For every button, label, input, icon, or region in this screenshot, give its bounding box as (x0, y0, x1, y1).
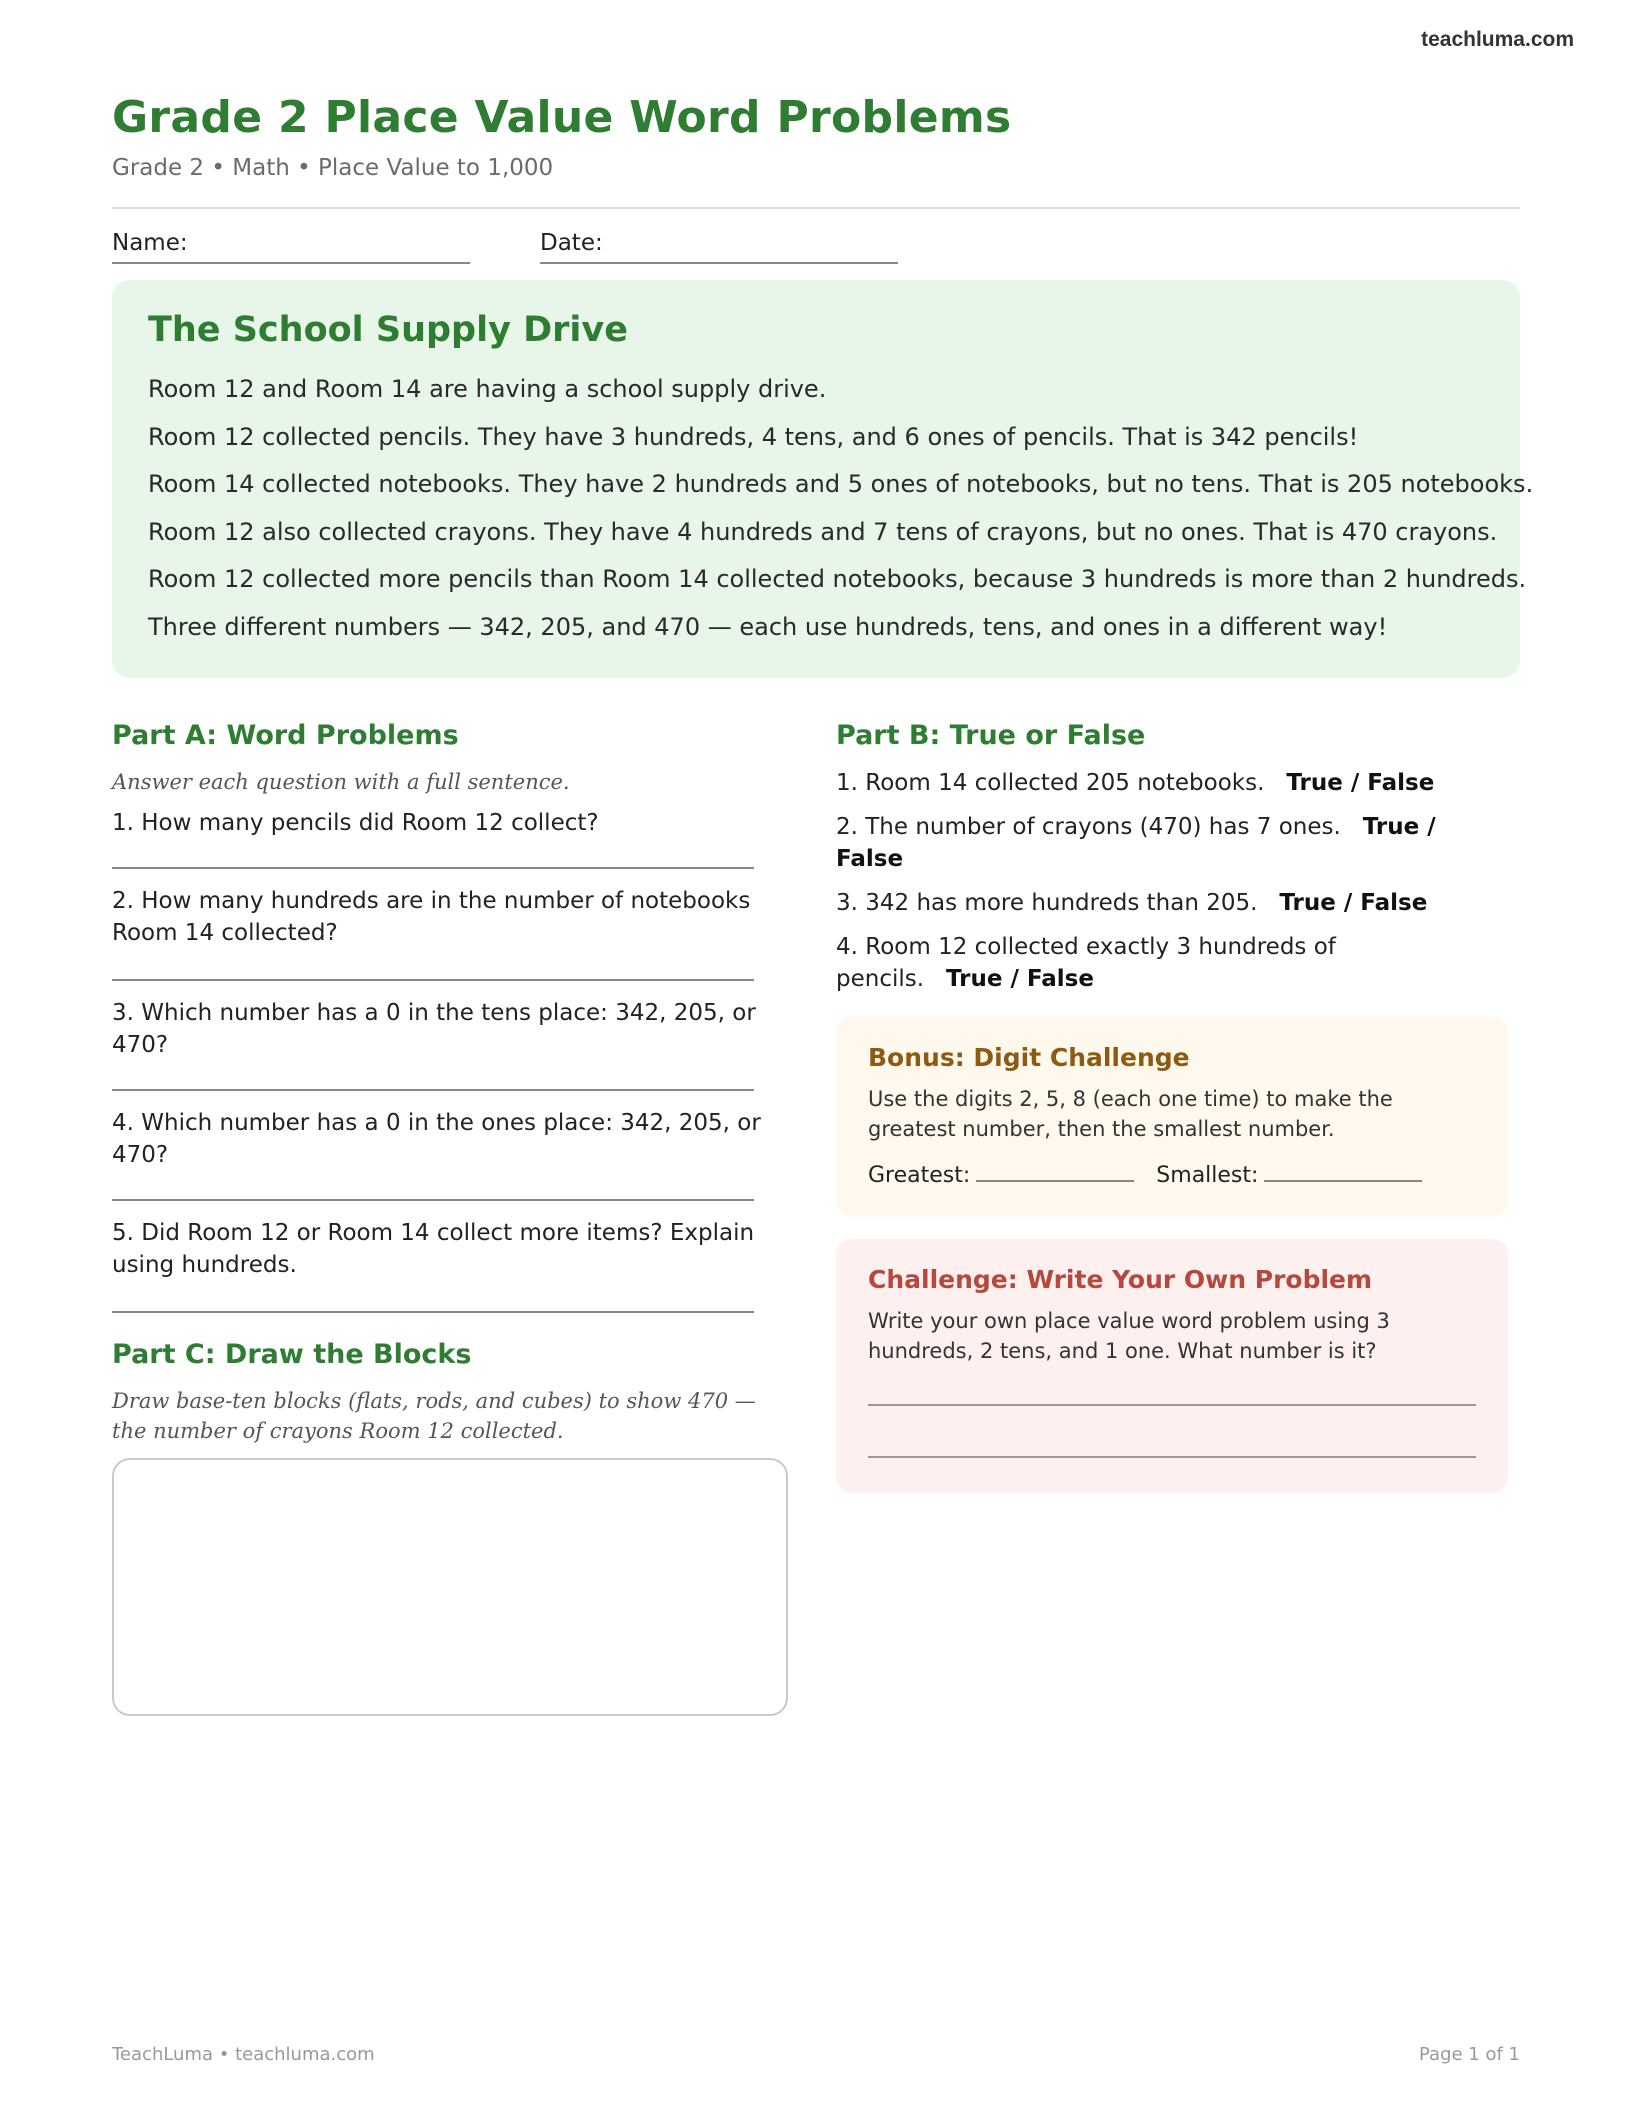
question: 4. Which number has a 0 in the ones place: 342, 205, or 470? (112, 1110, 761, 1168)
story-paragraph: Three different numbers — 342, 205, and 470 — each use hundreds, tens, and ones in a different way! (148, 612, 1388, 641)
challenge-text: Write your own place value word problem using 3 hundreds, 2 tens, and 1 one. What number is it? (868, 1309, 1390, 1363)
bonus-answers (868, 1162, 1476, 1188)
footer-right: Page 1 of 1 (1419, 2044, 1520, 2065)
story-paragraph: Room 14 collected notebooks. They have 2 hundreds and 5 ones of notebooks, but no tens. That is 205 notebooks. (148, 470, 1534, 498)
story-box (112, 280, 1534, 678)
part-a-instruction: Answer each question with a full sentence. (112, 770, 570, 794)
answer-line[interactable] (112, 839, 754, 869)
answer-line[interactable] (112, 1061, 754, 1091)
tf-statement: 4. Room 12 collected exactly 3 hundreds of pencils. (836, 934, 1336, 992)
tf-choice[interactable]: True / False (1286, 770, 1435, 796)
story-paragraph: Room 12 also collected crayons. They have 4 hundreds and 7 tens of crayons, but no ones. That is 470 crayons. (148, 517, 1498, 546)
part-a-title: Part A: Word Problems (112, 720, 459, 751)
date-field[interactable] (540, 230, 898, 264)
challenge-title: Challenge: Write Your Own Problem (868, 1265, 1373, 1294)
smallest-blank[interactable] (1264, 1162, 1422, 1182)
bonus-text: Use the digits 2, 5, 8 (each one time) to make the greatest number, then the smallest number. (868, 1087, 1393, 1141)
story-paragraph: Room 12 and Room 14 are having a school supply drive. (148, 375, 827, 403)
writing-line[interactable] (868, 1366, 1476, 1406)
question: 1. How many pencils did Room 12 collect? (112, 810, 599, 836)
date-label: Date: (540, 230, 603, 256)
page-subtitle: Grade 2 • Math • Place Value to 1,000 (112, 155, 554, 181)
story-title: The School Supply Drive (148, 310, 628, 350)
part-b-title: Part B: True or False (836, 720, 1146, 751)
true-false-item (836, 887, 1508, 919)
tf-statement: 2. The number of crayons (470) has 7 ones. (836, 814, 1341, 840)
right-column (836, 720, 1508, 1493)
part-c-instruction: Draw base-ten blocks (flats, rods, and cubes) to show 470 — the number of crayons Room 12 collected. (112, 1389, 756, 1443)
tf-choice[interactable]: True / False (945, 966, 1094, 992)
story-paragraph: Room 12 collected pencils. They have 3 hundreds, 4 tens, and 6 ones of pencils. That is 342 pencils! (148, 422, 1359, 451)
drawing-area[interactable] (112, 1458, 788, 1716)
tf-statement: 3. 342 has more hundreds than 205. (836, 890, 1258, 916)
site-label: teachluma.com (1421, 28, 1574, 51)
tf-choice[interactable]: True / False (836, 814, 1436, 872)
true-false-item (836, 767, 1508, 799)
answer-line[interactable] (112, 1171, 754, 1201)
question: 2. How many hundreds are in the number of notebooks Room 14 collected? (112, 888, 751, 946)
story-paragraph: Room 12 collected more pencils than Room 14 collected notebooks, because 3 hundreds is more than 2 hundreds. (148, 565, 1527, 593)
header-divider (112, 207, 1520, 209)
challenge-box (836, 1239, 1508, 1493)
tf-statement: 1. Room 14 collected 205 notebooks. (836, 770, 1265, 796)
name-field[interactable] (112, 230, 470, 264)
tf-choice[interactable]: True / False (1279, 890, 1428, 916)
answer-line[interactable] (112, 949, 754, 981)
greatest-blank[interactable] (976, 1162, 1134, 1182)
page-title: Grade 2 Place Value Word Problems (112, 92, 1012, 143)
footer-left: TeachLuma • teachluma.com (112, 2044, 375, 2065)
bonus-box (836, 1017, 1508, 1217)
question: 5. Did Room 12 or Room 14 collect more items? Explain using hundreds. (112, 1220, 755, 1278)
true-false-item (836, 931, 1508, 995)
left-column (112, 720, 788, 1716)
question: 3. Which number has a 0 in the tens place: 342, 205, or 470? (112, 1000, 756, 1058)
bonus-title: Bonus: Digit Challenge (868, 1043, 1190, 1072)
answer-line[interactable] (112, 1281, 754, 1313)
name-label: Name: (112, 230, 188, 256)
true-false-list (836, 767, 1508, 995)
part-c-title: Part C: Draw the Blocks (112, 1339, 472, 1370)
true-false-item (836, 811, 1508, 875)
smallest-label: Smallest: (1156, 1163, 1259, 1188)
writing-line[interactable] (868, 1406, 1476, 1458)
greatest-label: Greatest: (868, 1163, 971, 1188)
